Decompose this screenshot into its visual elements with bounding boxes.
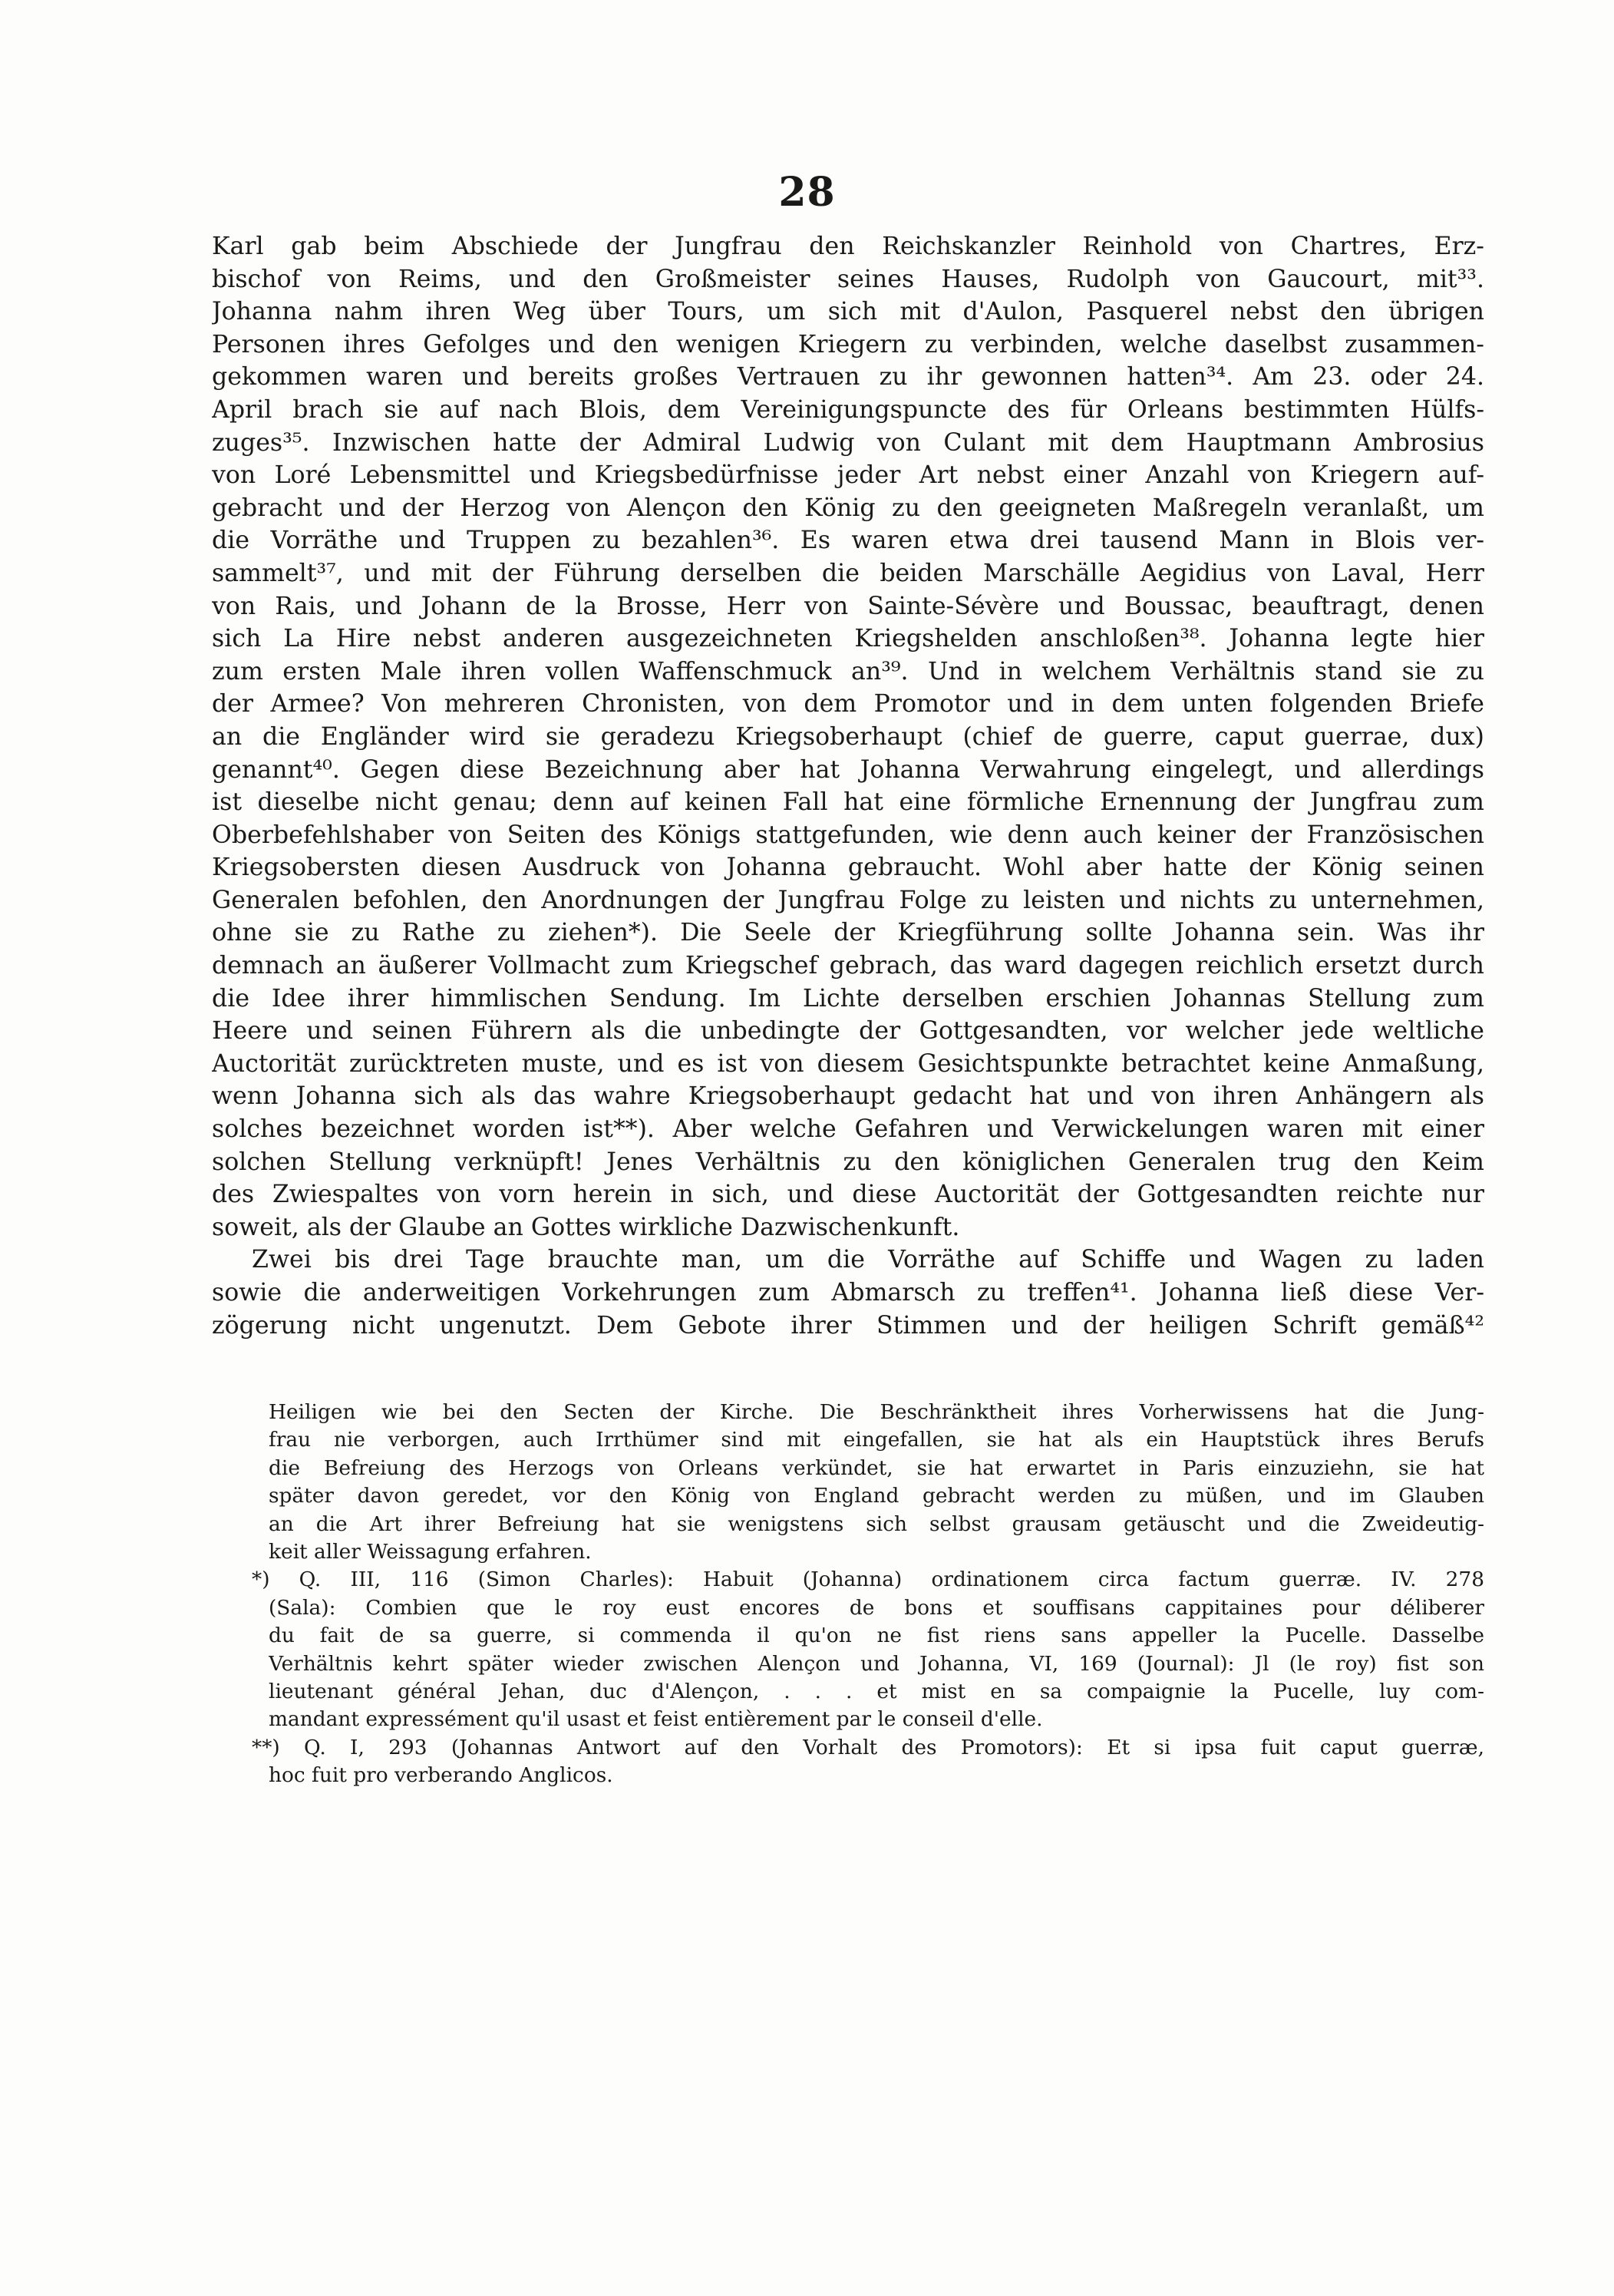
text-line: zum ersten Male ihren vollen Waffenschmuck an³⁹. Und in welchem Verhältnis stand sie zu xyxy=(212,657,1484,685)
text-line: April brach sie auf nach Blois, dem Vereinigungspuncte des für Orleans bestimmten Hülfs- xyxy=(212,395,1484,424)
text-line: gekommen waren und bereits großes Vertrauen zu ihr gewonnen hatten³⁴. Am 23. oder 24. xyxy=(212,363,1484,391)
text-line: Kriegsobersten diesen Ausdruck von Johanna gebraucht. Wohl aber hatte der König seinen xyxy=(212,854,1484,882)
text-line: sowie die anderweitigen Vorkehrungen zum Abmarsch zu treffen⁴¹. Johanna ließ diese Ver- xyxy=(212,1279,1484,1307)
footnote-line: **) Q. I, 293 (Johannas Antwort auf den Vorhalt des Promotors): Et si ipsa fuit caput guerræ, xyxy=(252,1735,1484,1759)
text-line: zuges³⁵. Inzwischen hatte der Admiral Ludwig von Culant mit dem Hauptmann Ambrosius xyxy=(212,428,1484,457)
text-line: gebracht und der Herzog von Alençon den König zu den geeigneten Maßregeln veranlaßt, um xyxy=(212,494,1484,522)
text-line: solches bezeichnet worden ist**). Aber welche Gefahren und Verwickelungen waren mit einer xyxy=(212,1115,1484,1144)
text-line: des Zwiespaltes von vorn herein in sich, und diese Auctorität der Gottgesandten reichte nur xyxy=(212,1181,1484,1209)
text-line: die Vorräthe und Truppen zu bezahlen³⁶. Es waren etwa drei tausend Mann in Blois ver- xyxy=(212,527,1484,555)
text-line: soweit, als der Glaube an Gottes wirkliche Dazwischenkunft. xyxy=(212,1213,960,1241)
footnote-line: Heiligen wie bei den Secten der Kirche. Die Beschränktheit ihres Vorherwissens hat die Jung- xyxy=(269,1400,1484,1424)
text-line: genannt⁴⁰. Gegen diese Bezeichnung aber hat Johanna Verwahrung eingelegt, und allerdings xyxy=(212,755,1484,784)
text-line: Johanna nahm ihren Weg über Tours, um sich mit d'Aulon, Pasquerel nebst den übrigen xyxy=(212,298,1484,326)
footnote-line: *) Q. III, 116 (Simon Charles): Habuit (Johanna) ordinationem circa factum guerræ. IV. 278 xyxy=(252,1568,1484,1592)
text-line: ist dieselbe nicht genau; denn auf keinen Fall hat eine förmliche Ernennung der Jungfrau zum xyxy=(212,788,1484,817)
text-line: der Armee? Von mehreren Chronisten, von dem Promotor und in dem unten folgenden Briefe xyxy=(212,690,1484,719)
text-line: Oberbefehlshaber von Seiten des Königs stattgefunden, wie denn auch keiner der Französischen xyxy=(212,821,1484,849)
text-line: zögerung nicht ungenutzt. Dem Gebote ihrer Stimmen und der heiligen Schrift gemäß⁴² xyxy=(212,1311,1484,1340)
footnote-line: später davon geredet, vor den König von England gebracht werden zu müßen, und im Glauben xyxy=(269,1484,1484,1508)
text-line: die Idee ihrer himmlischen Sendung. Im Lichte derselben erschien Johannas Stellung zum xyxy=(212,984,1484,1013)
text-line: demnach an äußerer Vollmacht zum Kriegschef gebrach, das ward dagegen reichlich ersetzt durch xyxy=(212,952,1484,980)
footnote-line: Verhältnis kehrt später wieder zwischen Alençon und Johanna, VI, 169 (Journal): Jl (le roy) fist son xyxy=(269,1651,1484,1676)
footnote-line: frau nie verborgen, auch Irrthümer sind mit eingefallen, sie hat als ein Hauptstück ihres Berufs xyxy=(269,1428,1484,1452)
text-line: Zwei bis drei Tage brauchte man, um die Vorräthe auf Schiffe und Wagen zu laden xyxy=(252,1246,1484,1274)
text-line: von Rais, und Johann de la Brosse, Herr von Sainte-Sévère und Boussac, beauftragt, denen xyxy=(212,592,1484,620)
text-line: an die Engländer wird sie geradezu Kriegsoberhaupt (chief de guerre, caput guerrae, dux) xyxy=(212,722,1484,751)
text-line: bischof von Reims, und den Großmeister seines Hauses, Rudolph von Gaucourt, mit³³. xyxy=(212,265,1484,293)
text-line: ohne sie zu Rathe zu ziehen*). Die Seele der Kriegführung sollte Johanna sein. Was ihr xyxy=(212,919,1484,947)
footnote-line: hoc fuit pro verberando Anglicos. xyxy=(269,1763,613,1788)
text-line: Personen ihres Gefolges und den wenigen Kriegern zu verbinden, welche daselbst zusammen- xyxy=(212,330,1484,358)
footnotes-block xyxy=(252,1399,1484,1790)
text-line: sammelt³⁷, und mit der Führung derselben die beiden Marschälle Aegidius von Laval, Herr xyxy=(212,559,1484,587)
footnote-line: (Sala): Combien que le roy eust encores de bons et souffisans cappitaines pour déliberer xyxy=(269,1595,1484,1620)
footnote-line: mandant expressément qu'il usast et feist entièrement par le conseil d'elle. xyxy=(269,1707,1043,1732)
footnote-line: an die Art ihrer Befreiung hat sie wenigstens sich selbst grausam getäuscht und die Zweideutig- xyxy=(269,1511,1484,1536)
text-line: wenn Johanna sich als das wahre Kriegsoberhaupt gedacht hat und von ihren Anhängern als xyxy=(212,1082,1484,1111)
text-line: solchen Stellung verknüpft! Jenes Verhältnis zu den königlichen Generalen trug den Keim xyxy=(212,1148,1484,1176)
text-line: Karl gab beim Abschiede der Jungfrau den Reichskanzler Reinhold von Chartres, Erz- xyxy=(212,233,1484,260)
text-line: Auctorität zurücktreten muste, und es ist von diesem Gesichtspunkte betrachtet keine Anmaßung, xyxy=(212,1049,1484,1078)
footnote-line: lieutenant général Jehan, duc d'Alençon, . . . et mist en sa compaignie la Pucelle, luy com- xyxy=(269,1680,1484,1704)
text-line: Heere und seinen Führern als die unbedingte der Gottgesandten, vor welcher jede weltliche xyxy=(212,1017,1484,1046)
footnote-line: du fait de sa guerre, si commenda il qu'on ne fist riens sans appeller la Pucelle. Dasselbe xyxy=(269,1624,1484,1648)
text-line: von Loré Lebensmittel und Kriegsbedürfnisse jeder Art nebst einer Anzahl von Kriegern auf- xyxy=(212,461,1484,490)
text-line: sich La Hire nebst anderen ausgezeichneten Kriegshelden anschloßen³⁸. Johanna legte hier xyxy=(212,625,1484,653)
main-text-block xyxy=(212,230,1484,1342)
text-line: Generalen befohlen, den Anordnungen der Jungfrau Folge zu leisten und nichts zu unternehmen, xyxy=(212,886,1484,914)
footnote-line: die Befreiung des Herzogs von Orleans verkündet, sie hat erwartet in Paris einzuziehn, sie hat xyxy=(269,1455,1484,1480)
footnote-line: keit aller Weissagung erfahren. xyxy=(269,1540,592,1564)
page-number: 28 xyxy=(778,169,836,216)
